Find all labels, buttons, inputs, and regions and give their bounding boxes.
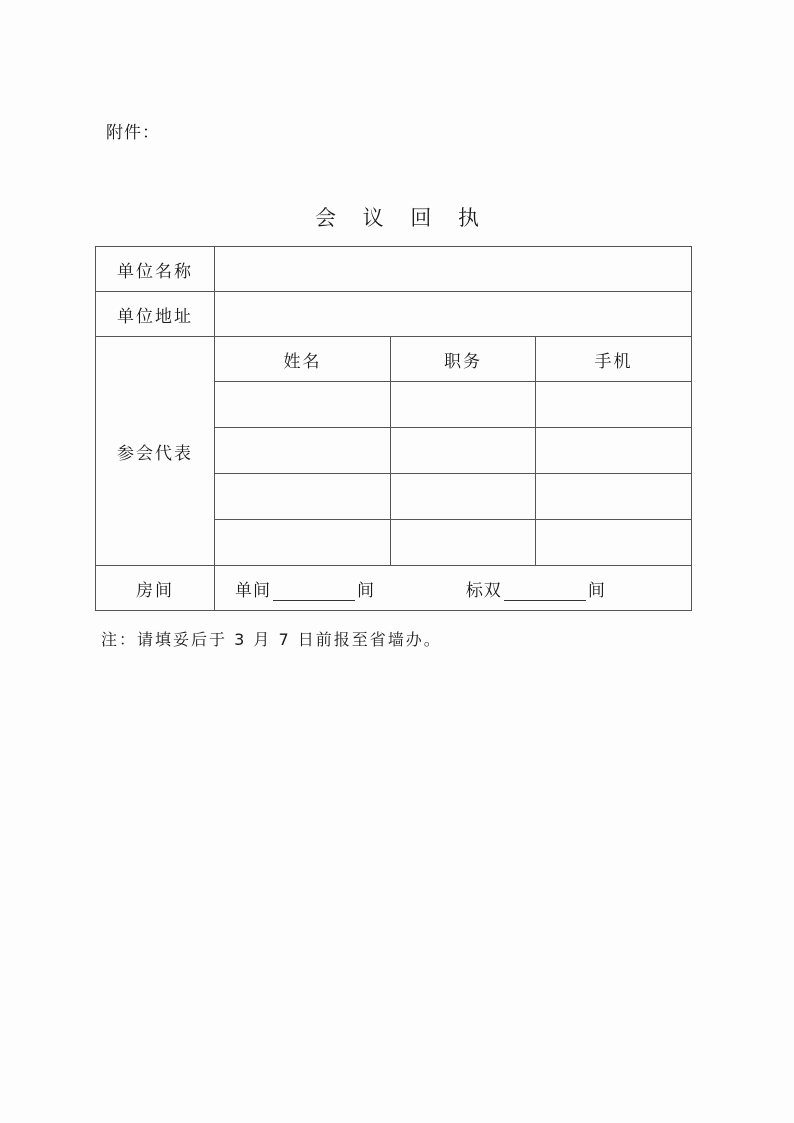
- submission-note: 注：请填妥后于 3 月 7 日前报至省墙办。: [101, 630, 442, 649]
- standard-double-unit: 间: [587, 580, 606, 601]
- room-row: [96, 566, 692, 611]
- phone-cell[interactable]: [536, 474, 692, 520]
- unit-address-field[interactable]: [215, 292, 692, 337]
- representatives-label: 参会代表: [96, 337, 215, 566]
- single-room-unit: 间: [357, 580, 375, 601]
- position-cell[interactable]: [391, 382, 536, 428]
- position-cell[interactable]: [391, 520, 536, 566]
- column-header-name: 姓名: [215, 337, 391, 382]
- column-header-position: 职务: [391, 337, 536, 382]
- phone-cell[interactable]: [536, 520, 692, 566]
- phone-cell[interactable]: [536, 428, 692, 474]
- representatives-header-row: [96, 337, 692, 382]
- phone-cell[interactable]: [536, 382, 692, 428]
- single-room-count-blank[interactable]: [273, 582, 355, 601]
- form-title: 会 议 回 执: [314, 206, 490, 230]
- standard-double-group: [466, 576, 606, 601]
- standard-double-count-blank[interactable]: [504, 582, 586, 601]
- single-room-group: [235, 576, 375, 601]
- column-header-phone: 手机: [536, 337, 692, 382]
- unit-address-label: 单位地址: [96, 292, 215, 337]
- name-cell[interactable]: [215, 428, 391, 474]
- name-cell[interactable]: [215, 520, 391, 566]
- name-cell[interactable]: [215, 382, 391, 428]
- unit-name-row: [96, 247, 692, 292]
- reply-form-table: [95, 246, 692, 611]
- unit-address-row: [96, 292, 692, 337]
- position-cell[interactable]: [391, 474, 536, 520]
- unit-name-label: 单位名称: [96, 247, 215, 292]
- position-cell[interactable]: [391, 428, 536, 474]
- room-label: 房间: [96, 566, 215, 611]
- name-cell[interactable]: [215, 474, 391, 520]
- room-options: [215, 566, 692, 611]
- unit-name-field[interactable]: [215, 247, 692, 292]
- single-room-label: 单间: [235, 580, 271, 601]
- standard-double-label: 标双: [465, 580, 502, 601]
- attachment-label: 附件：: [106, 123, 160, 143]
